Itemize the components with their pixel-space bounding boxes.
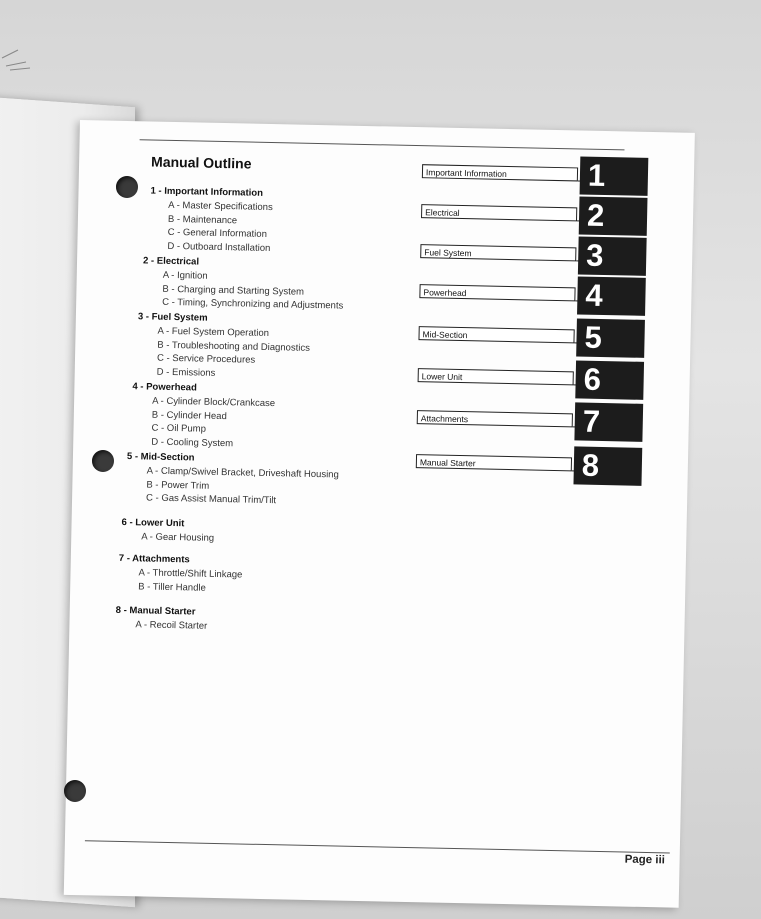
section-item: C - Service Procedures <box>156 352 256 366</box>
section-item: C - Oil Pump <box>151 422 207 435</box>
section-item: A - Master Specifications <box>168 199 273 214</box>
section-item: C - General Information <box>167 226 268 240</box>
tab-label: Important Information <box>422 164 578 181</box>
section-item: A - Gear Housing <box>141 531 215 544</box>
section-item: B - Charging and Starting System <box>162 283 305 298</box>
manual-outline-page <box>64 120 695 908</box>
section-title: 3 - Fuel System <box>137 311 208 324</box>
binder-hole <box>92 450 114 472</box>
outline-section <box>121 517 214 545</box>
tab-mid-section[interactable] <box>418 315 679 358</box>
tab-lower-unit[interactable] <box>417 357 678 400</box>
section-title: 4 - Powerhead <box>132 381 197 394</box>
tab-manual-starter[interactable] <box>416 443 677 486</box>
tab-number: 1 <box>580 156 649 195</box>
tab-label: Manual Starter <box>416 454 572 471</box>
outline-section <box>137 311 311 382</box>
outline-section <box>149 185 273 255</box>
section-item: C - Gas Assist Manual Trim/Tilt <box>145 492 277 507</box>
tab-important-information[interactable] <box>422 153 683 196</box>
tab-label: Mid-Section <box>418 326 574 343</box>
section-item: A - Throttle/Shift Linkage <box>138 567 243 581</box>
outline-section <box>126 451 339 509</box>
section-item: B - Power Trim <box>146 478 210 492</box>
section-title: 6 - Lower Unit <box>121 516 185 530</box>
binder-hole <box>116 176 138 198</box>
section-item: B - Troubleshooting and Diagnostics <box>157 339 311 354</box>
tab-powerhead[interactable] <box>419 273 680 316</box>
binder-hole <box>64 780 86 802</box>
tab-label: Powerhead <box>419 284 575 301</box>
background-scribble <box>0 40 60 80</box>
tab-number: 4 <box>577 276 646 315</box>
tab-label: Electrical <box>421 204 577 221</box>
tab-label: Lower Unit <box>418 368 574 385</box>
section-item: A - Recoil Starter <box>135 619 208 632</box>
tab-label: Fuel System <box>420 244 576 261</box>
section-item: A - Clamp/Swivel Bracket, Driveshaft Housing <box>146 465 339 481</box>
section-item: A - Cylinder Block/Crankcase <box>152 395 276 410</box>
page-title: Manual Outline <box>150 153 252 172</box>
outline-section <box>142 255 344 313</box>
section-item: D - Cooling System <box>151 436 234 449</box>
section-item: B - Cylinder Head <box>151 409 227 422</box>
outline-list <box>115 185 459 632</box>
tab-number: 5 <box>576 318 645 357</box>
outline-section <box>115 605 207 633</box>
tab-fuel-system[interactable] <box>420 233 681 276</box>
top-rule <box>140 139 625 150</box>
outline-section <box>131 381 275 451</box>
section-item: B - Maintenance <box>167 213 238 226</box>
tab-number: 3 <box>578 236 647 275</box>
section-item: B - Tiller Handle <box>138 580 206 594</box>
section-item: A - Ignition <box>162 269 208 282</box>
tab-number: 2 <box>579 196 648 235</box>
outline-section <box>118 553 243 596</box>
section-title: 1 - Important Information <box>150 185 264 199</box>
section-item: C - Timing, Synchronizing and Adjustments <box>162 296 344 312</box>
bottom-rule <box>85 840 670 853</box>
section-title: 2 - Electrical <box>142 255 200 268</box>
section-item: D - Emissions <box>156 366 216 379</box>
tab-number: 7 <box>574 402 643 441</box>
section-title: 7 - Attachments <box>118 552 190 566</box>
tab-label: Attachments <box>417 410 573 427</box>
section-title: 8 - Manual Starter <box>115 604 196 618</box>
section-tabs <box>419 153 682 483</box>
section-item: A - Fuel System Operation <box>157 325 270 340</box>
section-item: D - Outboard Installation <box>167 240 271 254</box>
section-title: 5 - Mid-Section <box>126 451 195 464</box>
page-number: Page iii <box>624 853 666 867</box>
tab-number: 8 <box>573 446 642 485</box>
tab-number: 6 <box>575 360 644 399</box>
tab-electrical[interactable] <box>421 193 682 236</box>
tab-attachments[interactable] <box>416 399 677 442</box>
